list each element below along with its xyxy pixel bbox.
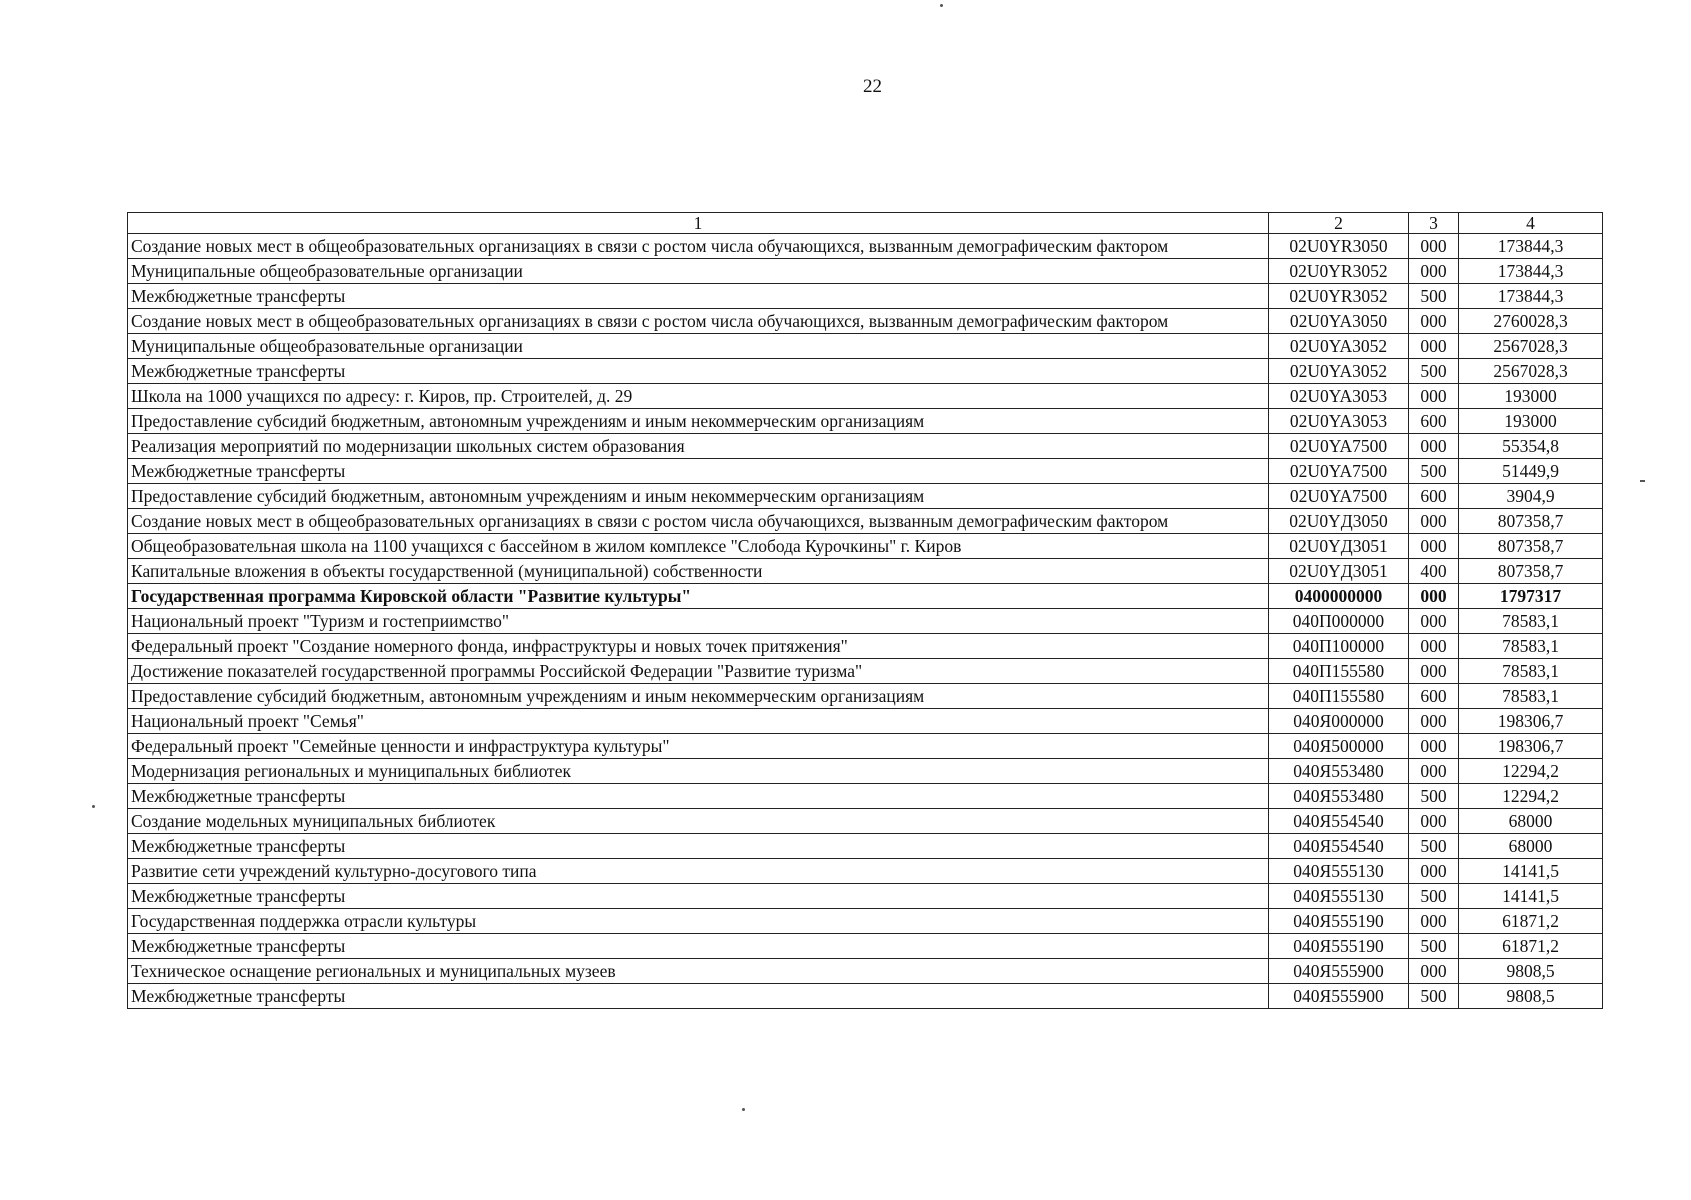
row-type-cell: 500: [1409, 934, 1459, 959]
table-row: [128, 859, 1603, 884]
table-row: [128, 234, 1603, 259]
table-row: [128, 884, 1603, 909]
row-sum-cell: 2567028,3: [1459, 334, 1603, 359]
row-name-cell: Межбюджетные трансферты: [128, 834, 1269, 859]
row-type-cell: 000: [1409, 909, 1459, 934]
row-name-cell: Государственная программа Кировской области "Развитие культуры": [128, 584, 1269, 609]
row-name-cell: Федеральный проект "Создание номерного фонда, инфраструктуры и новых точек притяжения": [128, 634, 1269, 659]
row-name-cell: Межбюджетные трансферты: [128, 984, 1269, 1009]
row-sum-cell: 807358,7: [1459, 559, 1603, 584]
row-sum-cell: 198306,7: [1459, 709, 1603, 734]
header-col-4: 4: [1459, 213, 1603, 234]
row-type-cell: 000: [1409, 334, 1459, 359]
row-code-cell: 040Я555190: [1269, 909, 1409, 934]
row-name-cell: Школа на 1000 учащихся по адресу: г. Киров, пр. Строителей, д. 29: [128, 384, 1269, 409]
table-row: [128, 509, 1603, 534]
row-type-cell: 500: [1409, 359, 1459, 384]
row-name-cell: Техническое оснащение региональных и муниципальных музеев: [128, 959, 1269, 984]
row-type-cell: 000: [1409, 859, 1459, 884]
row-name-cell: Создание новых мест в общеобразовательных организациях в связи с ростом числа обучающихся, вызванным демографическим фактором: [128, 234, 1269, 259]
row-sum-cell: 9808,5: [1459, 959, 1603, 984]
header-col-1: 1: [128, 213, 1269, 234]
table-body: [128, 234, 1603, 1009]
row-sum-cell: 14141,5: [1459, 884, 1603, 909]
row-type-cell: 500: [1409, 459, 1459, 484]
row-code-cell: 040Я555900: [1269, 959, 1409, 984]
row-type-cell: 000: [1409, 809, 1459, 834]
row-sum-cell: 61871,2: [1459, 934, 1603, 959]
row-code-cell: 040П155580: [1269, 659, 1409, 684]
row-name-cell: Межбюджетные трансферты: [128, 934, 1269, 959]
row-code-cell: 02U0YA3052: [1269, 334, 1409, 359]
row-name-cell: Реализация мероприятий по модернизации школьных систем образования: [128, 434, 1269, 459]
row-sum-cell: 61871,2: [1459, 909, 1603, 934]
row-code-cell: 02U0YД3050: [1269, 509, 1409, 534]
row-type-cell: 000: [1409, 584, 1459, 609]
row-sum-cell: 173844,3: [1459, 284, 1603, 309]
row-name-cell: Межбюджетные трансферты: [128, 459, 1269, 484]
table-row: [128, 809, 1603, 834]
row-code-cell: 02U0YA7500: [1269, 459, 1409, 484]
row-code-cell: 040Я555130: [1269, 859, 1409, 884]
row-name-cell: Межбюджетные трансферты: [128, 884, 1269, 909]
table-row: [128, 259, 1603, 284]
row-code-cell: 040Я553480: [1269, 784, 1409, 809]
row-sum-cell: 3904,9: [1459, 484, 1603, 509]
row-code-cell: 040Я555130: [1269, 884, 1409, 909]
row-name-cell: Достижение показателей государственной программы Российской Федерации "Развитие туризма": [128, 659, 1269, 684]
row-type-cell: 500: [1409, 784, 1459, 809]
table-row: [128, 909, 1603, 934]
row-sum-cell: 78583,1: [1459, 684, 1603, 709]
row-sum-cell: 14141,5: [1459, 859, 1603, 884]
table-row: [128, 734, 1603, 759]
row-name-cell: Государственная поддержка отрасли культуры: [128, 909, 1269, 934]
table-row: [128, 609, 1603, 634]
row-sum-cell: 193000: [1459, 409, 1603, 434]
table-row: [128, 534, 1603, 559]
row-code-cell: 02U0YД3051: [1269, 559, 1409, 584]
row-type-cell: 000: [1409, 659, 1459, 684]
row-type-cell: 500: [1409, 284, 1459, 309]
row-code-cell: 040Я000000: [1269, 709, 1409, 734]
row-sum-cell: 12294,2: [1459, 759, 1603, 784]
table-row: [128, 409, 1603, 434]
row-sum-cell: 78583,1: [1459, 634, 1603, 659]
row-name-cell: Предоставление субсидий бюджетным, автономным учреждениям и иным некоммерческим организациям: [128, 484, 1269, 509]
row-type-cell: 000: [1409, 434, 1459, 459]
row-type-cell: 000: [1409, 509, 1459, 534]
row-code-cell: 040Я555900: [1269, 984, 1409, 1009]
row-name-cell: Предоставление субсидий бюджетным, автономным учреждениям и иным некоммерческим организациям: [128, 409, 1269, 434]
row-code-cell: 040П000000: [1269, 609, 1409, 634]
row-code-cell: 02U0YA7500: [1269, 434, 1409, 459]
table-row: [128, 559, 1603, 584]
row-sum-cell: 198306,7: [1459, 734, 1603, 759]
scan-speck: [1640, 480, 1645, 482]
row-sum-cell: 807358,7: [1459, 509, 1603, 534]
table-header: [128, 213, 1603, 234]
row-sum-cell: 173844,3: [1459, 234, 1603, 259]
row-name-cell: Национальный проект "Туризм и гостеприимство": [128, 609, 1269, 634]
row-name-cell: Муниципальные общеобразовательные организации: [128, 334, 1269, 359]
table-row: [128, 459, 1603, 484]
row-type-cell: 000: [1409, 759, 1459, 784]
row-code-cell: 040П155580: [1269, 684, 1409, 709]
row-code-cell: 02U0YA3050: [1269, 309, 1409, 334]
row-name-cell: Предоставление субсидий бюджетным, автономным учреждениям и иным некоммерческим организациям: [128, 684, 1269, 709]
row-code-cell: 02U0YД3051: [1269, 534, 1409, 559]
row-code-cell: 040Я554540: [1269, 834, 1409, 859]
row-name-cell: Национальный проект "Семья": [128, 709, 1269, 734]
row-type-cell: 000: [1409, 384, 1459, 409]
row-type-cell: 000: [1409, 259, 1459, 284]
row-name-cell: Создание новых мест в общеобразовательных организациях в связи с ростом числа обучающихся, вызванным демографическим фактором: [128, 309, 1269, 334]
row-name-cell: Общеобразовательная школа на 1100 учащихся с бассейном в жилом комплексе "Слобода Курочкины" г. Киров: [128, 534, 1269, 559]
row-type-cell: 600: [1409, 409, 1459, 434]
row-sum-cell: 2760028,3: [1459, 309, 1603, 334]
row-type-cell: 600: [1409, 484, 1459, 509]
header-row: [128, 213, 1603, 234]
row-sum-cell: 807358,7: [1459, 534, 1603, 559]
row-sum-cell: 78583,1: [1459, 609, 1603, 634]
row-name-cell: Межбюджетные трансферты: [128, 284, 1269, 309]
table-row: [128, 384, 1603, 409]
row-name-cell: Муниципальные общеобразовательные организации: [128, 259, 1269, 284]
row-name-cell: Межбюджетные трансферты: [128, 359, 1269, 384]
row-sum-cell: 2567028,3: [1459, 359, 1603, 384]
row-type-cell: 000: [1409, 234, 1459, 259]
row-sum-cell: 193000: [1459, 384, 1603, 409]
row-name-cell: Модернизация региональных и муниципальных библиотек: [128, 759, 1269, 784]
row-type-cell: 000: [1409, 734, 1459, 759]
table-row: [128, 784, 1603, 809]
row-code-cell: 02U0YA3053: [1269, 384, 1409, 409]
row-type-cell: 500: [1409, 984, 1459, 1009]
table-row: [128, 284, 1603, 309]
scan-speck: [92, 805, 95, 808]
table-row: [128, 434, 1603, 459]
row-code-cell: 040Я553480: [1269, 759, 1409, 784]
row-sum-cell: 78583,1: [1459, 659, 1603, 684]
header-col-2: 2: [1269, 213, 1409, 234]
row-type-cell: 500: [1409, 834, 1459, 859]
table-row: [128, 959, 1603, 984]
row-type-cell: 000: [1409, 309, 1459, 334]
table-row: [128, 484, 1603, 509]
row-code-cell: 040П100000: [1269, 634, 1409, 659]
row-code-cell: 040Я554540: [1269, 809, 1409, 834]
table-row: [128, 359, 1603, 384]
row-sum-cell: 68000: [1459, 809, 1603, 834]
row-type-cell: 600: [1409, 684, 1459, 709]
row-name-cell: Федеральный проект "Семейные ценности и инфраструктура культуры": [128, 734, 1269, 759]
row-sum-cell: 68000: [1459, 834, 1603, 859]
row-type-cell: 000: [1409, 609, 1459, 634]
row-type-cell: 000: [1409, 534, 1459, 559]
table-row: [128, 934, 1603, 959]
scan-speck: [742, 1108, 745, 1111]
row-sum-cell: 1797317: [1459, 584, 1603, 609]
table-row: [128, 659, 1603, 684]
row-sum-cell: 55354,8: [1459, 434, 1603, 459]
row-name-cell: Развитие сети учреждений культурно-досугового типа: [128, 859, 1269, 884]
row-name-cell: Создание новых мест в общеобразовательных организациях в связи с ростом числа обучающихся, вызванным демографическим фактором: [128, 509, 1269, 534]
table-row: [128, 984, 1603, 1009]
row-code-cell: 02U0YA7500: [1269, 484, 1409, 509]
table-row: [128, 684, 1603, 709]
row-code-cell: 040Я500000: [1269, 734, 1409, 759]
table-row: [128, 334, 1603, 359]
row-type-cell: 000: [1409, 709, 1459, 734]
table-row: [128, 584, 1603, 609]
row-code-cell: 02U0YR3052: [1269, 284, 1409, 309]
header-col-3: 3: [1409, 213, 1459, 234]
row-code-cell: 02U0YR3050: [1269, 234, 1409, 259]
row-code-cell: 040Я555190: [1269, 934, 1409, 959]
table-row: [128, 709, 1603, 734]
page-number: 22: [863, 76, 882, 97]
row-sum-cell: 12294,2: [1459, 784, 1603, 809]
table-row: [128, 759, 1603, 784]
row-code-cell: 0400000000: [1269, 584, 1409, 609]
row-type-cell: 400: [1409, 559, 1459, 584]
row-type-cell: 000: [1409, 634, 1459, 659]
row-sum-cell: 173844,3: [1459, 259, 1603, 284]
row-code-cell: 02U0YA3053: [1269, 409, 1409, 434]
budget-table: [127, 212, 1603, 1009]
row-name-cell: Межбюджетные трансферты: [128, 784, 1269, 809]
row-type-cell: 000: [1409, 959, 1459, 984]
table-row: [128, 634, 1603, 659]
row-type-cell: 500: [1409, 884, 1459, 909]
row-sum-cell: 51449,9: [1459, 459, 1603, 484]
row-name-cell: Капитальные вложения в объекты государственной (муниципальной) собственности: [128, 559, 1269, 584]
scan-speck: [940, 4, 943, 7]
row-code-cell: 02U0YA3052: [1269, 359, 1409, 384]
table-row: [128, 834, 1603, 859]
table-row: [128, 309, 1603, 334]
row-sum-cell: 9808,5: [1459, 984, 1603, 1009]
row-code-cell: 02U0YR3052: [1269, 259, 1409, 284]
row-name-cell: Создание модельных муниципальных библиотек: [128, 809, 1269, 834]
